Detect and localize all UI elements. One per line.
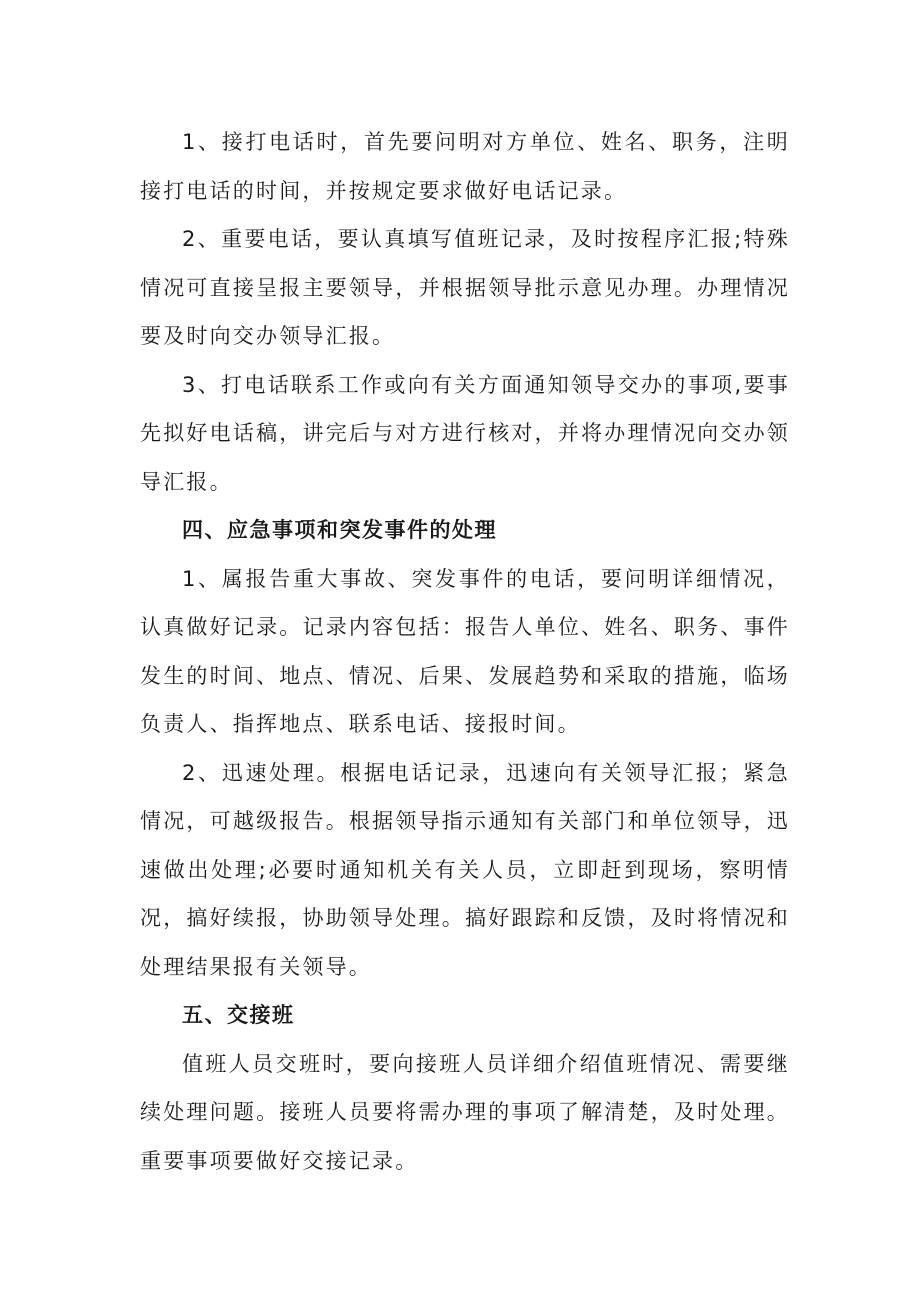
paragraph-accident-report: 1、属报告重大事故、突发事件的电话，要问明详细情况，认真做好记录。记录内容包括：报告人单位、姓名、职务、事件发生的时间、地点、情况、后果、发展趋势和采取的措施，临场负责人、指挥地点、联系电话、接报时间。	[140, 566, 790, 736]
paragraph-phone-inquiry: 1、接打电话时，首先要问明对方单位、姓名、职务，注明接打电话的时间，并按规定要求做好电话记录。	[140, 130, 790, 203]
paragraph-important-calls: 2、重要电话，要认真填写值班记录，及时按程序汇报;特殊情况可直接呈报主要领导，并根据领导批示意见办理。办理情况要及时向交办领导汇报。	[140, 227, 790, 348]
paragraph-handover-procedure: 值班人员交班时，要向接班人员详细介绍值班情况、需要继续处理问题。接班人员要将需办理的事项了解清楚，及时处理。重要事项要做好交接记录。	[140, 1051, 790, 1173]
section-heading-shift-handover: 五、交接班	[182, 1003, 295, 1027]
paragraph-outgoing-calls: 3、打电话联系工作或向有关方面通知领导交办的事项,要事先拟好电话稿，讲完后与对方进行核对，并将办理情况向交办领导汇报。	[140, 372, 790, 494]
section-heading-emergency: 四、应急事项和突发事件的处理	[182, 518, 497, 542]
paragraph-rapid-handling: 2、迅速处理。根据电话记录，迅速向有关领导汇报；紧急情况，可越级报告。根据领导指示通知有关部门和单位领导，迅速做出处理;必要时通知机关有关人员，立即赶到现场，察明情况，搞好续报，协助领导处理。搞好跟踪和反馈，及时将情况和处理结果报有关领导。	[140, 760, 790, 979]
document-body	[140, 118, 790, 1185]
